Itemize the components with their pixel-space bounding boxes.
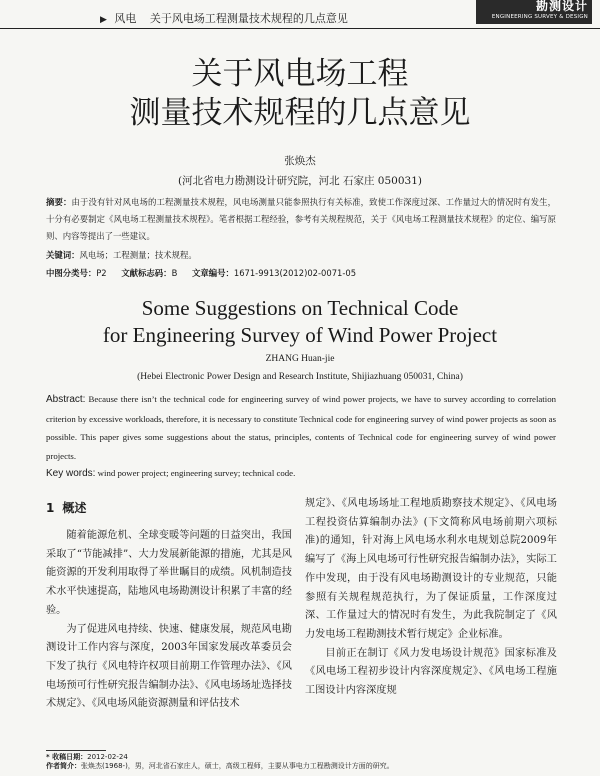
body-paragraph: 随着能源危机、全球变暖等问题的日益突出，我国采取了“节能减排”、大力发展新能源的措施，尤其是风能资源的开发利用取得了举世瞩目的成绩。风机制造技术水平快速提高，陆地风电场勘测设计积累了丰富的经验。 xyxy=(46,530,292,616)
abstract-en-text: Because there isn’t the technical code for engineering survey of wind power projects, we have to survey according to correlation criterion by excessive workloads, therefore, it is necessary to constitute Technical code for engineering survey of wind power projects as soon as possible. This paper gives some suggestions about the status, principles, contents of Technical code for engineering survey of wind power projects. xyxy=(46,394,556,461)
body-paragraph: 目前正在制订《风力发电场设计规范》国家标准及《风电场工程初步设计内容深度规定》、《风电场工程施工图设计内容深度规 xyxy=(305,647,557,697)
keywords-en-label: Key words: xyxy=(46,468,96,479)
abstract-en xyxy=(46,390,556,465)
author-en: ZHANG Huan-jie xyxy=(265,354,335,364)
section-1-number: 1 xyxy=(46,501,55,515)
triangle-marker-icon: ▶ xyxy=(100,15,107,25)
received-date: 2012-02-24 xyxy=(87,753,128,761)
affiliation-cn: (河北省电力勘测设计研究院，河北 石家庄 050031) xyxy=(178,175,422,187)
received-label: * 收稿日期： xyxy=(46,753,88,761)
running-header xyxy=(0,0,600,29)
title-en-line-2: for Engineering Survey of Wind Power Project xyxy=(102,323,498,347)
doc-code-label: 文献标志码： xyxy=(121,268,172,278)
abstract-cn-text: 由于没有针对风电场的工程测量技术规程，风电场测量只能参照执行有关标准，致使工作深度过深、工作量过大的情况时有发生，十分有必要制定《风电场工程测量技术规程》。笔者根据工程经验，参考有关规程规范，关于《风电场工程测量技术规程》的定位、编写原则、内容等提出了一些建议。 xyxy=(46,197,557,241)
keywords-en-text: wind power project; engineering survey; technical code. xyxy=(95,468,296,478)
body-paragraph: 规定》、《风电场场址工程地质勘察技术规定》、《风电场工程投资估算编制办法》(下文简称风电场前期六项标准)的通知，针对海上风电场水利水电规划总院2009年编写了《海上风电场可行性研究报告编制办法》，实际工作中发现，由于没有风电场勘测设计的专业规范，只能参照有关规程规范执行，为了保证质量，工作深度过深、工作量过大的情况时有发生，为此我院制定了《风力发电场工程勘测技术暂行规定》企业标准。 xyxy=(305,498,557,640)
footnote-rule xyxy=(46,750,106,751)
abstract-en-label: Abstract: xyxy=(46,394,86,405)
title-en-line-1: Some Suggestions on Technical Code xyxy=(141,296,459,320)
journal-brand xyxy=(476,0,592,24)
abstract-cn xyxy=(46,194,556,245)
section-1-title: 概述 xyxy=(62,501,87,515)
body-column-right xyxy=(305,495,557,701)
title-cn xyxy=(0,55,600,133)
title-en xyxy=(0,295,600,349)
keywords-en xyxy=(46,466,556,481)
author-cn: 张焕杰 xyxy=(284,155,316,167)
title-cn-line-1: 关于风电场工程 xyxy=(191,56,409,92)
title-cn-line-2: 测量技术规程的几点意见 xyxy=(129,95,471,131)
affiliation-en: (Hebei Electronic Power Design and Research Institute, Shijiazhuang 050031, China) xyxy=(137,372,463,382)
header-left xyxy=(100,10,348,26)
brand-subtitle: ENGINEERING SURVEY & DESIGN xyxy=(491,14,588,20)
header-section: 风电 xyxy=(114,12,137,25)
keywords-cn-text: 风电场；工程测量；技术规程。 xyxy=(79,250,197,260)
brand-title: 勘测设计 xyxy=(535,0,588,13)
article-id-value: 1671-9913(2012)02-0071-05 xyxy=(233,268,357,278)
body-column-left xyxy=(46,495,292,714)
header-running-title: 关于风电场工程测量技术规程的几点意见 xyxy=(149,12,348,25)
keywords-cn-label: 关键词： xyxy=(46,250,80,260)
abstract-cn-label: 摘要： xyxy=(46,197,72,207)
author-bio: 张焕杰(1968-)，男，河北省石家庄人，硕士，高级工程师，主要从事电力工程勘测设计方面的研究。 xyxy=(81,762,394,770)
article-id-label: 文章编号： xyxy=(191,268,234,278)
footnote-received xyxy=(46,753,566,762)
doc-code-value: B xyxy=(171,268,178,278)
body-paragraph: 为了促进风电持续、快速、健康发展，规范风电勘测设计工作内容与深度，2003年国家发展改革委员会下发了执行《风电特许权项目前期工作管理办法》、《风电场预可行性研究报告编制办法》、《风电场场址选择技术规定》、《风电场风能资源测量和评估技术 xyxy=(46,623,292,710)
clc-label: 中图分类号： xyxy=(46,268,97,278)
keywords-cn xyxy=(46,248,556,262)
author-bio-label: 作者简介： xyxy=(46,762,81,770)
clc-value: P2 xyxy=(96,268,107,278)
footnote-author xyxy=(46,762,566,771)
section-1-heading xyxy=(46,495,292,521)
classification-line xyxy=(46,266,556,280)
footnote xyxy=(46,753,566,771)
